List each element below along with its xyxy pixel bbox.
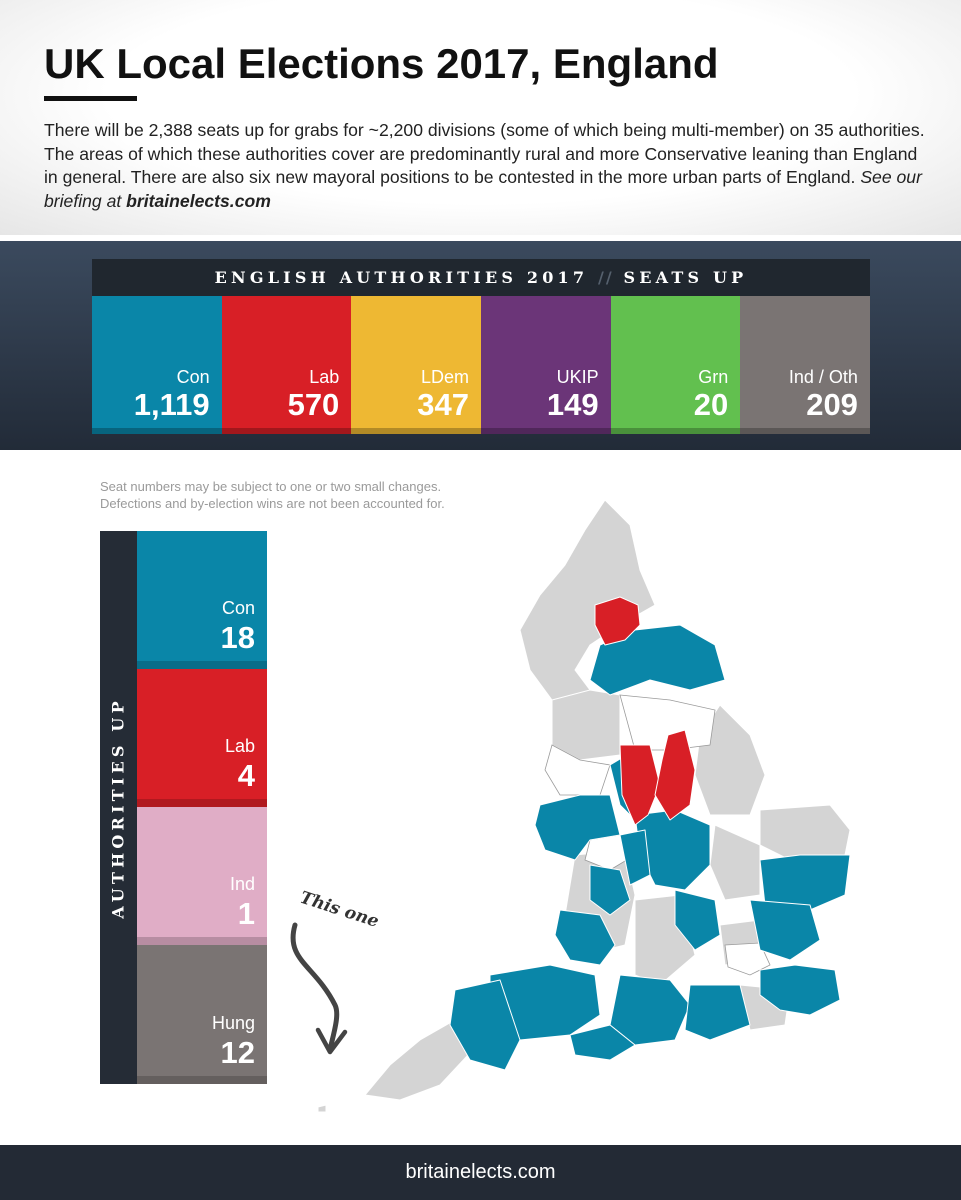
title-underline [44, 96, 137, 101]
seats-title-sub: SEATS UP [623, 268, 748, 287]
seats-value-label: 20 [693, 387, 729, 422]
seats-bar-3 [481, 296, 611, 434]
authorities-category-label: Con [221, 598, 255, 618]
intro-text: There will be 2,388 seats up for grabs for ~2,200 divisions (some of which being multi-member) on 35 authorities. The areas of which these authorities cover are predominantly rural and more Conservative leaning than England in general. There are also six new mayoral positions to be contested in the more urban parts of England. [44, 120, 925, 187]
seats-party-label: LDem [420, 367, 469, 387]
annotation-label: This one [297, 887, 382, 932]
page-title [44, 40, 719, 88]
seats-title-main: ENGLISH AUTHORITIES 2017 [214, 268, 589, 287]
seats-title-separator: // [598, 268, 614, 287]
title-rest: England [552, 40, 719, 87]
seats-bar-0 [92, 296, 222, 434]
seats-party-label: UKIP [556, 367, 599, 387]
authorities-category-label: Lab [224, 736, 255, 756]
authorities-category-label: Hung [211, 1013, 255, 1033]
seats-bar-5 [740, 296, 870, 434]
authorities-value-label: 18 [220, 620, 255, 655]
seats-value-label: 1,119 [133, 387, 210, 422]
authorities-chart [137, 531, 267, 1084]
map-region-scilly [318, 1105, 326, 1112]
seats-bar-2 [351, 296, 481, 434]
authorities-bar-3 [137, 945, 267, 1084]
seat-note-line-2: Defections and by-election wins are not been accounted for. [100, 496, 445, 511]
seats-chart [92, 296, 870, 434]
authorities-bar-strip [137, 1076, 267, 1084]
map-region-lancashire [552, 690, 620, 760]
authorities-bar-0 [137, 531, 267, 669]
header [0, 0, 961, 235]
authorities-category-label: Ind [229, 874, 255, 894]
authorities-value-label: 1 [237, 896, 255, 931]
intro-paragraph [44, 119, 932, 213]
authorities-bar-strip [137, 799, 267, 807]
seats-bar-strip [740, 428, 870, 434]
authorities-bar-strip [137, 937, 267, 945]
authorities-value-label: 4 [237, 758, 255, 793]
seats-bar-strip [222, 428, 352, 434]
seats-band [0, 241, 961, 450]
authorities-bar-strip [137, 661, 267, 669]
intro-italic: See our briefing at [44, 167, 922, 211]
authorities-chart-title: AUTHORITIES UP [108, 697, 128, 919]
map-region-surrey-sussex-west [685, 985, 750, 1040]
seats-bar-4 [611, 296, 741, 434]
annotation-arrow-icon [293, 925, 337, 1050]
seats-party-label: Ind / Oth [788, 367, 858, 387]
map-region-norfolk [760, 805, 850, 860]
authorities-bar-1 [137, 669, 267, 807]
seats-bar-strip [351, 428, 481, 434]
authorities-bar-2 [137, 807, 267, 945]
seats-bar-strip [481, 428, 611, 434]
seats-party-label: Grn [698, 367, 729, 387]
seats-party-label: Lab [309, 367, 340, 387]
this-one-annotation [285, 880, 390, 1065]
seats-value-label: 209 [806, 387, 858, 422]
seats-bar-strip [611, 428, 741, 434]
seat-note-line-1: Seat numbers may be subject to one or two small changes. [100, 479, 442, 494]
seats-value-label: 570 [287, 387, 340, 422]
title-bold: UK Local Elections 2017, [44, 40, 542, 87]
briefing-link[interactable]: britainelects.com [126, 190, 271, 211]
seats-value-label: 149 [546, 387, 599, 422]
seats-party-label: Con [176, 367, 210, 387]
map-region-cambridgeshire [710, 825, 760, 900]
seats-chart-title [92, 259, 870, 296]
seats-bar-1 [222, 296, 352, 434]
footer[interactable]: britainelects.com [0, 1145, 961, 1200]
authorities-value-label: 12 [220, 1035, 255, 1070]
seats-bar-strip [92, 428, 222, 434]
seats-value-label: 347 [417, 387, 469, 422]
